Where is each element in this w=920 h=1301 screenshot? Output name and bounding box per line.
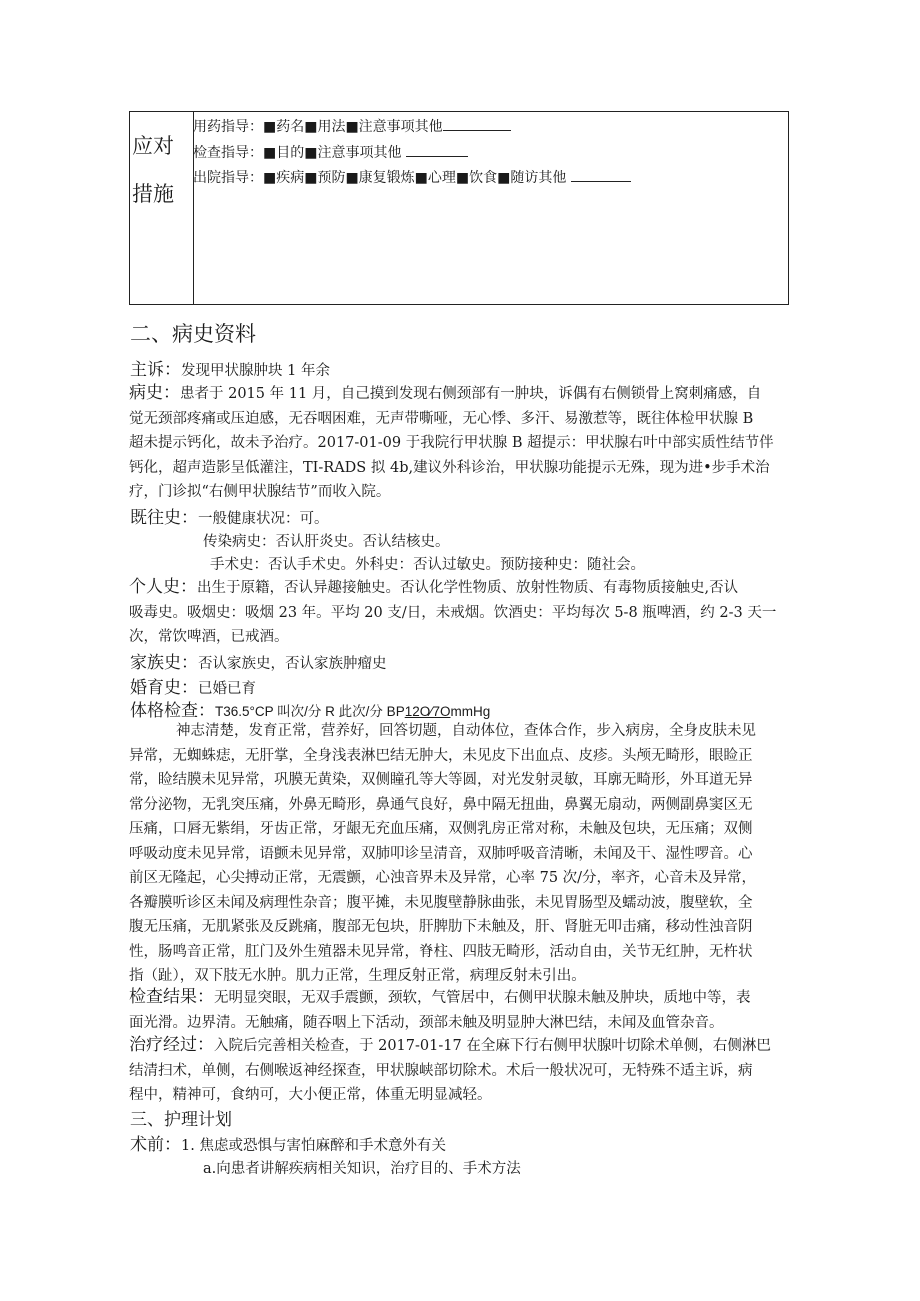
personal-history <box>129 575 793 650</box>
treatment-line1: 治疗经过：入院后完善相关检查，于 2017-01-17 在全麻下行右侧甲状腺叶切除术单侧，右侧淋巴 <box>129 1035 771 1055</box>
physical-exam-body <box>129 719 793 989</box>
treatment-label: 治疗经过： <box>129 1035 214 1055</box>
preop-item1-text: 1. 焦虑或恐惧与害怕麻醉和手术意外有关 <box>181 1138 446 1154</box>
marital-history <box>130 673 256 698</box>
family-history-label: 家族史： <box>130 653 198 673</box>
discharge-blank <box>571 167 631 182</box>
exam-line: 异常，无蜘蛛痣，无肝掌，全身浅表淋巴结无肿大，未见皮下出血点、皮疹。头颅无畸形，眼睑正 <box>129 747 753 764</box>
infectious-history: 传染病史：否认肝炎史。否认结核史。 <box>203 534 450 550</box>
family-history-text: 否认家族史，否认家族肿瘤史 <box>198 656 387 672</box>
exam-results-line2: 面光滑。边界清。无触痛，随吞咽上下活动，颈部未触及明显肿大淋巴结，未闻及血管杂音。 <box>129 1014 724 1031</box>
exam-results-label: 检查结果： <box>129 987 214 1007</box>
marital-history-text: 已婚已育 <box>198 681 256 697</box>
discharge-guidance <box>193 167 631 187</box>
table-column-divider <box>193 112 194 304</box>
medication-guidance-text: 用药指导：■药名■用法■注意事项其他 <box>193 119 443 135</box>
bp-unit: mmHg <box>450 704 491 719</box>
exam-line: 神志清楚，发育正常，营养好，回答切题，自动体位，查体合作，步入病房，全身皮肤未见 <box>176 723 756 739</box>
exam-line: 性，肠鸣音正常，肛门及外生殖器未见异常，脊柱、四肢无畸形，活动自由，关节无红肿，无杵状 <box>129 943 753 960</box>
exam-blank <box>406 142 468 157</box>
chief-complaint-text: 发现甲状腺肿块 1 年余 <box>181 363 330 379</box>
surgery-history: 手术史：否认手术史。外科史：否认过敏史。预防接种史：随社会。 <box>210 557 645 573</box>
preop-item1a: a.向患者讲解疾病相关知识，治疗目的、手术方法 <box>203 1161 521 1177</box>
personal-history-label: 个人史： <box>129 577 197 597</box>
personal-line1: 个人史：出生于原籍，否认异趣接触史。否认化学性物质、放射性物质、有毒物质接触史,否认 <box>129 577 739 597</box>
table-label-line1: 应对 <box>132 134 174 158</box>
section3-title: 三、护理计划 <box>130 1110 232 1130</box>
section2-title: 二、病史资料 <box>130 322 256 346</box>
treatment-course <box>129 1033 793 1108</box>
treatment-line3: 程中，精神可，食纳可，大小便正常，体重无明显减轻。 <box>129 1087 492 1103</box>
history-line1: 病史：患者于 2015 年 11 月，自己摸到发现右侧颈部有一肿块，诉偶有右侧锁骨上窝刺痛感，自 <box>129 383 762 403</box>
medication-blank <box>443 116 511 131</box>
chief-complaint-label: 主诉： <box>130 360 181 380</box>
vitals-text: T36.5°CP 叫次/分 R 此次/分 BP <box>215 704 405 719</box>
history-line4: 钙化，超声造影呈低灌注，TI-RADS 拟 4b,建议外科诊治，甲状腺功能提示无殊，现为进•步手术治 <box>129 459 770 476</box>
physical-exam-header <box>130 696 490 721</box>
treatment-line2: 结清扫术，单侧，右侧喉返神经探查，甲状腺峡部切除术。术后一般状况可，无特殊不适主诉，病 <box>129 1062 753 1079</box>
preop-label: 术前： <box>130 1135 181 1155</box>
exam-line: 指（趾），双下肢无水肿。肌力正常，生理反射正常，病理反射未引出。 <box>129 968 586 984</box>
response-measures-table <box>129 111 789 305</box>
exam-line: 腹无压痛，无肌紧张及反跳痛，腹部无包块，肝脾肋下未触及，肝、肾脏无叩击痛，移动性浊音阴 <box>129 919 753 935</box>
history-line5: 疗，门诊拟“右侧甲状腺结节”而收入院。 <box>129 484 391 500</box>
chief-complaint <box>130 355 330 380</box>
past-history-general: 一般健康状况：可。 <box>198 511 329 527</box>
exam-guidance <box>193 142 468 162</box>
history-line2: 觉无颈部疼痛或压迫感，无吞咽困难，无声带嘶哑，无心悸、多汗、易激惹等，既往体检甲状腺 B <box>129 410 754 427</box>
preop-item1 <box>130 1130 446 1155</box>
exam-results-line1: 检查结果：无明显突眼，无双手震颤，颈软，气管居中，右侧甲状腺未触及肿块，质地中等，表 <box>129 987 751 1007</box>
past-history <box>130 503 329 528</box>
table-label-line2: 措施 <box>132 182 174 206</box>
discharge-guidance-text: 出院指导：■疾病■预防■康复锻炼■心理■饮食■随访其他 <box>193 170 567 186</box>
exam-line: 各瓣膜听诊区未闻及病理性杂音；腹平摊，未见腹壁静脉曲张，未见胃肠型及蠕动波，腹壁软，全 <box>129 894 753 911</box>
exam-results <box>129 985 793 1035</box>
marital-history-label: 婚育史： <box>130 678 198 698</box>
history-label: 病史： <box>129 383 180 403</box>
family-history <box>130 648 387 673</box>
exam-line: 前区无隆起，心尖搏动正常，无震颤，心浊音界未及异常，心率 75 次/分，率齐，心音未及异常， <box>129 870 757 886</box>
exam-guidance-text: 检查指导：■目的■注意事项其他 <box>193 145 402 161</box>
exam-line: 呼吸动度未见异常，语颤未见异常，双肺叩诊呈清音，双肺呼吸音清晰，未闻及干、湿性啰音。心 <box>129 845 753 862</box>
exam-line: 压痛，口唇无紫绢，牙齿正常，牙龈无充血压痛，双侧乳房正常对称，未触及包块，无压痛；双侧 <box>129 821 753 837</box>
present-history <box>129 381 793 505</box>
bp-value: 12O⁄7O <box>404 704 451 719</box>
past-history-label: 既往史： <box>130 508 198 528</box>
physical-exam-label: 体格检查： <box>130 701 215 721</box>
exam-line: 常，睑结膜未见异常，巩膜无黄染，双侧瞳孔等大等圆，对光发射灵敏，耳廓无畸形，外耳道无异 <box>129 772 753 788</box>
medication-guidance <box>193 116 511 136</box>
exam-line: 常分泌物，无乳突压痛，外鼻无畸形，鼻通气良好，鼻中隔无扭曲，鼻翼无扇动，两侧副鼻窦区无 <box>129 796 753 813</box>
history-line3: 超未提示钙化，故未予治疗。2017-01-09 于我院行甲状腺 B 超提示：甲状腺右叶中部实质性结节伴 <box>129 435 774 451</box>
personal-line2: 吸毒史。吸烟史：吸烟 23 年。平均 20 支/日，未戒烟。饮酒史：平均每次 5-8 瓶啤酒，约 2-3 天一 <box>129 604 777 621</box>
personal-line3: 次，常饮啤酒，已戒酒。 <box>129 629 289 645</box>
